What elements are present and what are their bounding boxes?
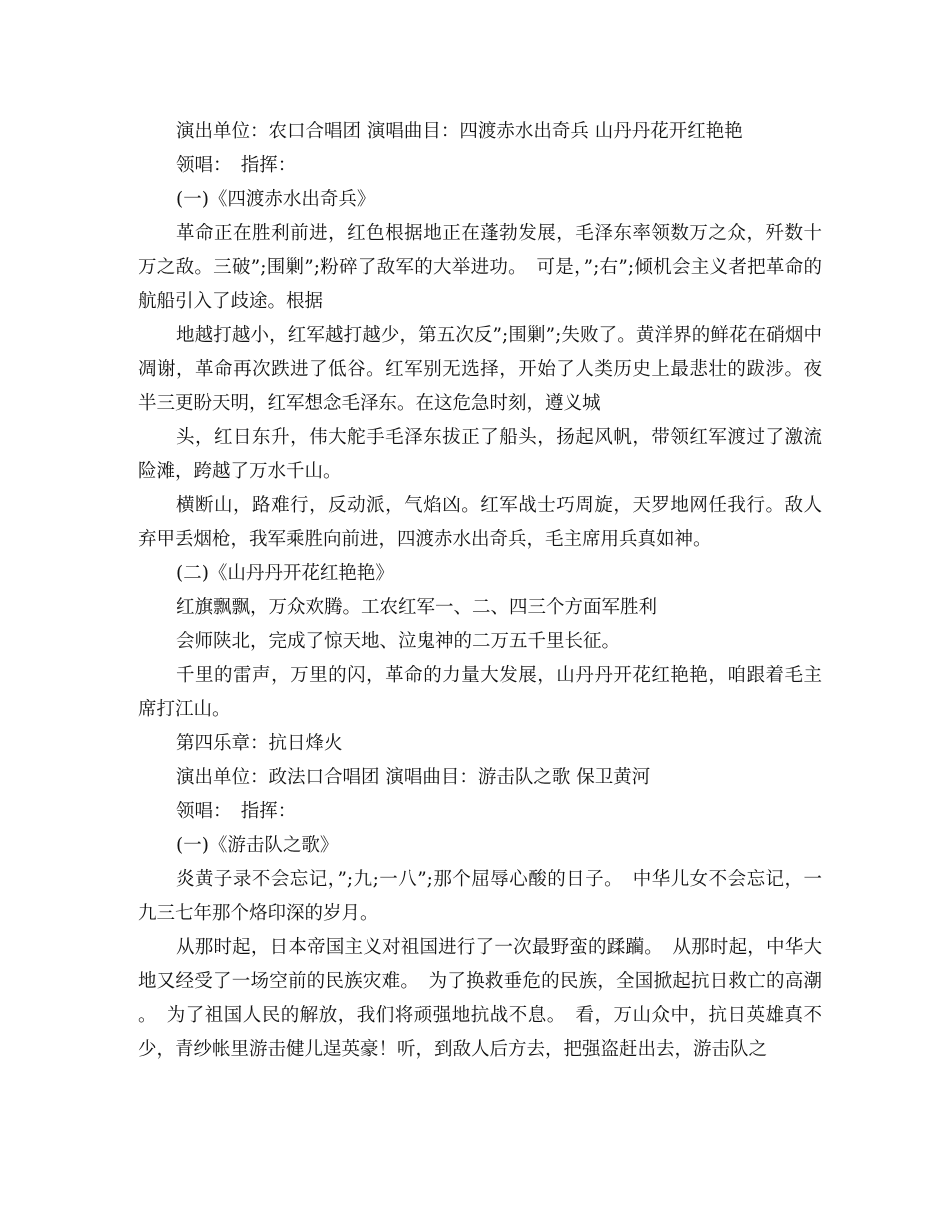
document-body	[138, 115, 822, 1067]
narration-paragraph-6: 会师陕北，完成了惊天地、泣鬼神的二万五千里长征。	[176, 631, 621, 652]
narration-paragraph-2: 地越打越小，红军越打越少，第五次反”;围剿”;失败了。黄洋界的鲜花在硝烟中凋谢，革命再次跌进了低谷。红军别无选择，开始了人类历史上最悲壮的跋涉。夜半三更盼天明，红军想念毛泽东。在这危急时刻，遵义城	[138, 325, 822, 414]
narration-paragraph-7: 千里的雷声，万里的闪，革命的力量大发展，山丹丹开花红艳艳，咱跟着毛主席打江山。	[138, 665, 822, 720]
narration-paragraph-1: 革命正在胜利前进，红色根据地正在蓬勃发展，毛泽东率领数万之众，歼数十万之敌。三破”;围剿”;粉碎了敌军的大举进功。 可是，”;右”;倾机会主义者把革命的航船引入了歧途。根据	[138, 223, 822, 312]
narration-paragraph-4: 横断山，路难行，反动派，气焰凶。红军战士巧周旋，天罗地网任我行。敌人弃甲丢烟枪，我军乘胜向前进，四渡赤水出奇兵，毛主席用兵真如神。	[138, 495, 822, 550]
narration-paragraph-3: 头，红日东升，伟大舵手毛泽东拔正了船头，扬起风帆，带领红军渡过了激流险滩，跨越了万水千山。	[138, 427, 822, 482]
song-title-2: (二)《山丹丹开花红艳艳》	[176, 563, 394, 584]
narration-paragraph-9: 从那时起，日本帝国主义对祖国进行了一次最野蛮的蹂躏。 从那时起，中华大地又经受了一场空前的民族灾难。 为了换救垂危的民族，全国掀起抗日救亡的高潮。 为了祖国人民的解放，我们将顽强地抗战不息。 看，万山众中，抗日英雄真不少，青纱帐里游击健儿逞英豪！听，到敌人后方去，把强盗赶出去，游击队之	[138, 937, 822, 1060]
performance-info-2: 演出单位：政法口合唱团 演唱曲目：游击队之歌 保卫黄河	[176, 767, 651, 788]
song-title-3: (一)《游击队之歌》	[176, 835, 339, 856]
performance-info-1: 演出单位：农口合唱团 演唱曲目：四渡赤水出奇兵 山丹丹花开红艳艳	[176, 121, 743, 142]
song-title-1: (一)《四渡赤水出奇兵》	[176, 189, 376, 210]
conductor-line-2: 领唱： 指挥：	[176, 801, 297, 822]
narration-paragraph-8: 炎黄子录不会忘记，”;九;一八”;那个屈辱心酸的日子。 中华儿女不会忘记，一九三七年那个烙印深的岁月。	[138, 869, 822, 924]
movement-heading: 第四乐章：抗日烽火	[176, 733, 343, 754]
conductor-line-1: 领唱： 指挥：	[176, 155, 297, 176]
narration-paragraph-5: 红旗飘飘，万众欢腾。工农红军一、二、四三个方面军胜利	[176, 597, 658, 618]
